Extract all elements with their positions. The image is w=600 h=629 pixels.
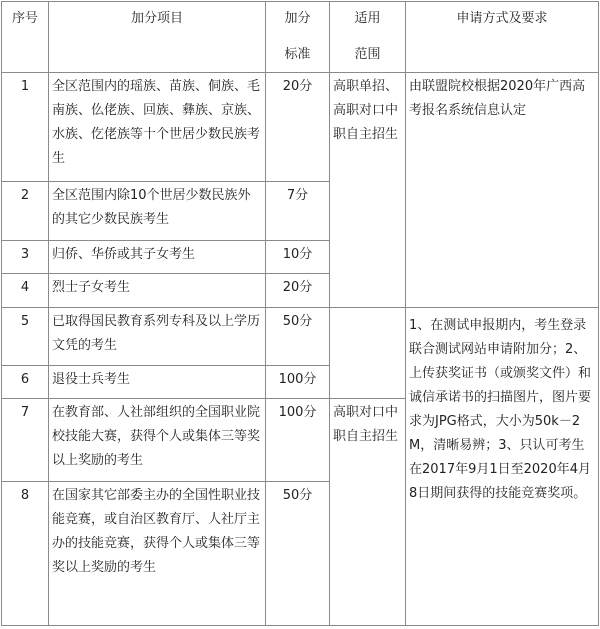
row-no: 6 bbox=[2, 366, 49, 399]
row-no: 7 bbox=[2, 399, 49, 482]
row-no: 3 bbox=[2, 241, 49, 274]
header-score bbox=[266, 2, 330, 73]
row-item: 在教育部、人社部组织的全国职业院校技能大赛，获得个人或集体三等奖以上奖励的考生 bbox=[49, 399, 266, 482]
row-no: 5 bbox=[2, 308, 49, 366]
row-score: 10分 bbox=[266, 241, 330, 274]
row-score: 100分 bbox=[266, 366, 330, 399]
row-no: 2 bbox=[2, 182, 49, 241]
header-no: 序号 bbox=[2, 2, 49, 73]
row-no: 8 bbox=[2, 482, 49, 626]
header-score-line2: 标准 bbox=[284, 47, 311, 62]
header-score-line1: 加分 bbox=[284, 11, 311, 26]
row-no: 1 bbox=[2, 73, 49, 182]
scope-empty bbox=[330, 308, 406, 399]
row-score: 50分 bbox=[266, 308, 330, 366]
row-item: 全区范围内除10个世居少数民族外的其它少数民族考生 bbox=[49, 182, 266, 241]
row-item: 在国家其它部委主办的全国性职业技能竞赛，或自治区教育厅、人社厅主办的技能竞赛，获得个人或集体三等奖以上奖励的考生 bbox=[49, 482, 266, 626]
row-score: 20分 bbox=[266, 274, 330, 308]
header-item: 加分项目 bbox=[49, 2, 266, 73]
bonus-points-table bbox=[1, 1, 599, 626]
scope-group2: 高职对口中职自主招生 bbox=[330, 399, 406, 626]
row-score: 20分 bbox=[266, 73, 330, 182]
row-no: 4 bbox=[2, 274, 49, 308]
row-score: 100分 bbox=[266, 399, 330, 482]
row-item: 烈士子女考生 bbox=[49, 274, 266, 308]
header-method: 申请方式及要求 bbox=[406, 2, 599, 73]
header-scope bbox=[330, 2, 406, 73]
header-row bbox=[2, 2, 599, 73]
row-score: 7分 bbox=[266, 182, 330, 241]
table-row bbox=[2, 73, 599, 182]
header-scope-line1: 适用 bbox=[354, 11, 381, 26]
row-score: 50分 bbox=[266, 482, 330, 626]
method-group2: 1、在测试申报期内，考生登录联合测试网站申请附加分；2、上传获奖证书（或颁奖文件）和诚信承诺书的扫描图片，图片要求为JPG格式，大小为50k－2M，清晰易辨；3、只认可考生在2017年9月1日至2020年4月8日期间获得的技能竞赛奖项。 bbox=[406, 308, 599, 626]
row-item: 归侨、华侨或其子女考生 bbox=[49, 241, 266, 274]
row-item: 退役士兵考生 bbox=[49, 366, 266, 399]
header-scope-line2: 范围 bbox=[354, 47, 381, 62]
table-row bbox=[2, 308, 599, 366]
row-item: 全区范围内的瑶族、苗族、侗族、毛南族、仫佬族、回族、彝族、京族、水族、仡佬族等十个世居少数民族考生 bbox=[49, 73, 266, 182]
scope-group1: 高职单招、高职对口中职自主招生 bbox=[330, 73, 406, 308]
bonus-points-table-wrapper bbox=[1, 1, 599, 626]
row-item: 已取得国民教育系列专科及以上学历文凭的考生 bbox=[49, 308, 266, 366]
method-group1: 由联盟院校根据2020年广西高考报名系统信息认定 bbox=[406, 73, 599, 308]
